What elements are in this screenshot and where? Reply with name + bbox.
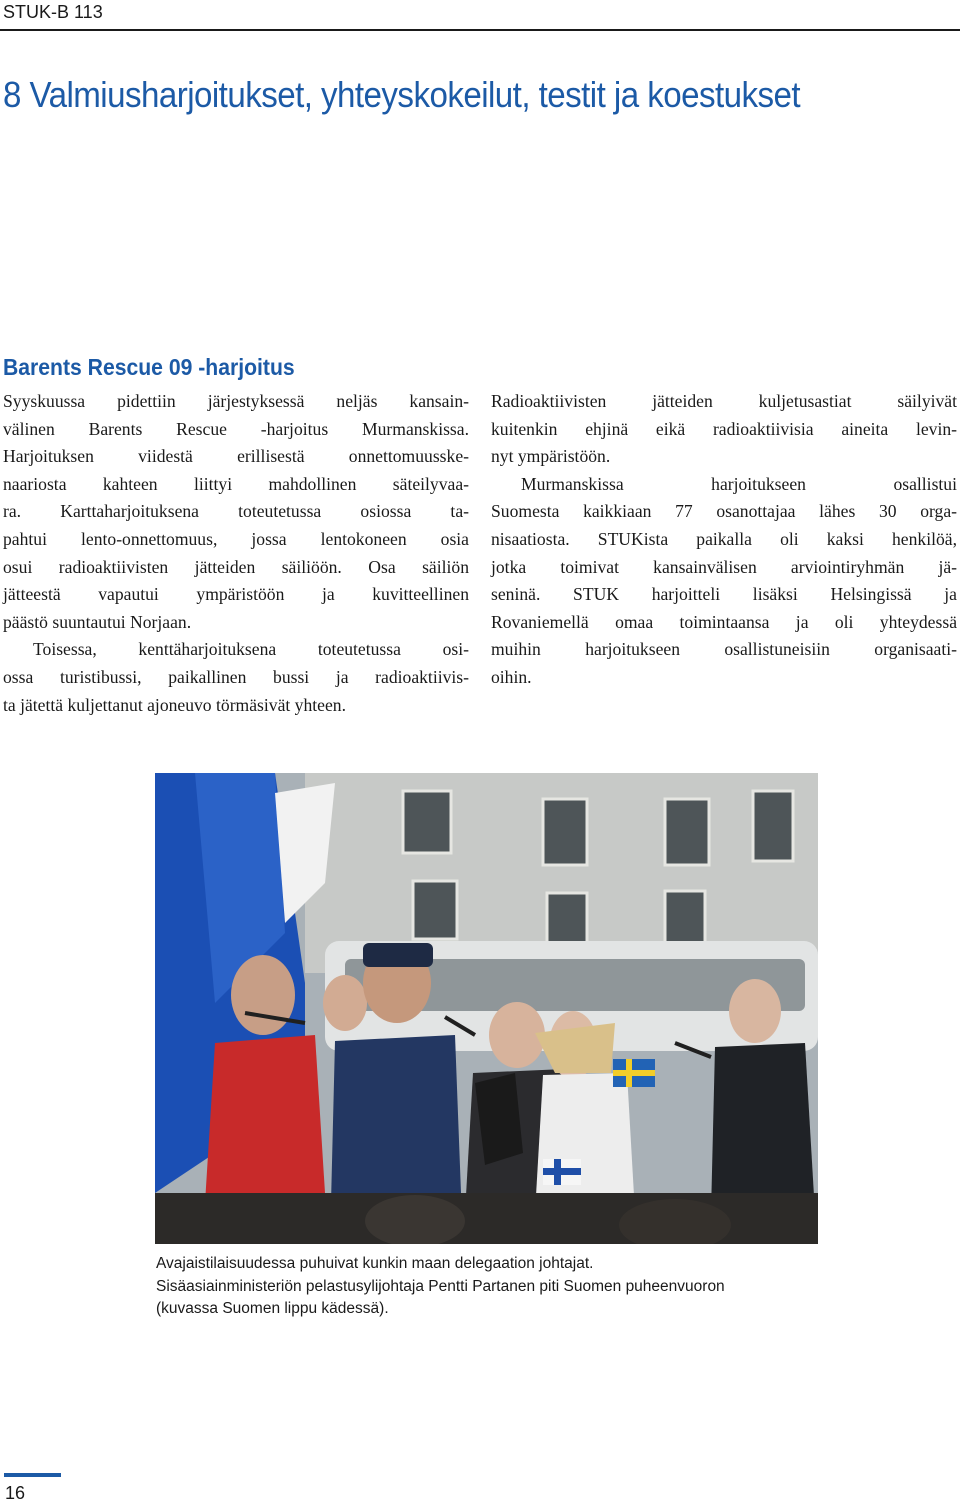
report-code: STUK-B 113 [3,2,103,22]
body-line: Suomesta kaikkiaan 77 osanottajaa lähes 30 orga- [491,501,957,522]
body-line: Rovaniemellä omaa toimintaansa ja oli yhteydessä [491,611,957,632]
body-line: ra. Karttaharjoituksena toteutetussa osiossa ta- [3,501,469,522]
body-line: välinen Barents Rescue -harjoitus Murmanskissa. [3,418,469,439]
body-line: kuitenkin ehjinä eikä radioaktiivisia aineita levin- [491,418,957,439]
body-line: Toisessa, kenttäharjoituksena toteutetussa osi- [33,639,469,660]
body-line: Syyskuussa pidettiin järjestyksessä neljäs kansain- [3,391,469,411]
body-line: jätteestä vapautui ympäristöön ja kuvitteellinen [3,584,469,605]
caption-line: (kuvassa Suomen lippu kädessä). [156,1300,389,1317]
body-line: Radioaktiivisten jätteiden kuljetusastiat säilyivät [491,391,957,411]
body-line: Murmanskissa harjoitukseen osallistui [521,473,957,494]
body-column-left [3,388,469,719]
body-line: päästö suuntautui Norjaan. [3,611,192,632]
body-line: osui radioaktiivisten jätteiden säiliöön. Osa säiliön [3,556,469,577]
body-line: nyt ympäristöön. [491,446,611,467]
chapter-title: 8 Valmiusharjoitukset, yhteyskokeilut, testit ja koestukset [3,74,801,115]
body-line: muihin harjoitukseen osallistuneisiin organisaati- [491,639,957,660]
page-number: 16 [5,1483,26,1503]
caption-line: Avajaistilaisuudessa puhuivat kunkin maan delegaation johtajat. [156,1255,594,1272]
body-line: seninä. STUK harjoitteli lisäksi Helsingissä ja [491,584,957,605]
body-line: ossa turistibussi, paikallinen bussi ja radioaktiivis- [3,666,469,687]
body-column-right [491,388,957,692]
body-line: naariosta kahteen liittyi mahdollinen säteilyvaa- [3,473,469,494]
header-rule [0,29,960,31]
body-line: Harjoituksen viidestä erillisestä onnettomuusske- [3,446,469,467]
body-line: ta jätettä kuljettanut ajoneuvo törmäsivät yhteen. [3,694,346,715]
footer-accent-bar [4,1473,61,1477]
figure-caption [156,1253,725,1321]
body-line: jotka toimivat kansainvälisen arviointiryhmän jä- [491,556,957,577]
section-heading: Barents Rescue 09 -harjoitus [3,354,295,380]
caption-line: Sisäasiainministeriön pelastusylijohtaja Pentti Partanen piti Suomen puheenvuoron [156,1277,725,1295]
ceremony-photo [155,773,818,1244]
body-line: nisaatiosta. STUKista paikalla oli kaksi henkilöä, [491,528,957,549]
body-line: pahtui lento-onnettomuus, jossa lentokoneen osia [3,528,469,549]
body-line: oihin. [491,666,532,687]
